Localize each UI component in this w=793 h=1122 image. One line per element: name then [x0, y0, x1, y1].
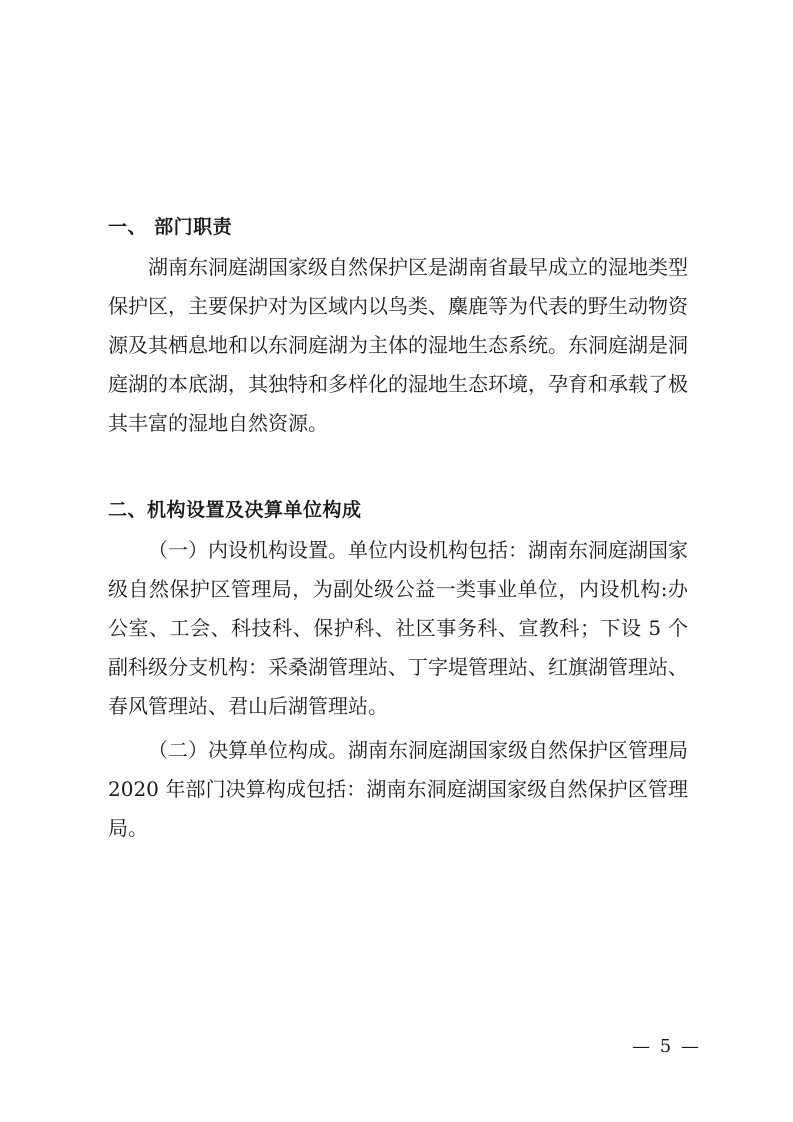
paragraph-internal-structure: （一）内设机构设置。单位内设机构包括：湖南东洞庭湖国家级自然保护区管理局，为副处级公益一类事业单位，内设机构:办公室、工会、科技科、保护科、社区事务科、宣教科；下设 5 个副科级分支机构：采桑湖管理站、丁字堤管理站、红旗湖管理站、春风管理站、君山后湖管理站。: [108, 538, 688, 718]
section-heading-department-duties: 一、 部门职责: [108, 216, 233, 238]
section-heading-organization: 二、机构设置及决算单位构成: [108, 499, 362, 521]
paragraph-accounting-units: （二）决算单位构成。湖南东洞庭湖国家级自然保护区管理局 2020 年部门决算构成包括：湖南东洞庭湖国家级自然保护区管理局。: [108, 738, 688, 840]
paragraph-department-duties: 湖南东洞庭湖国家级自然保护区是湖南省最早成立的湿地类型保护区，主要保护对为区域内以鸟类、麋鹿等为代表的野生动物资源及其栖息地和以东洞庭湖为主体的湿地生态系统。东洞庭湖是洞庭湖的本底湖，其独特和多样化的湿地生态环境，孕育和承载了极其丰富的湿地自然资源。: [108, 255, 688, 435]
page-number: — 5 —: [632, 1036, 701, 1057]
